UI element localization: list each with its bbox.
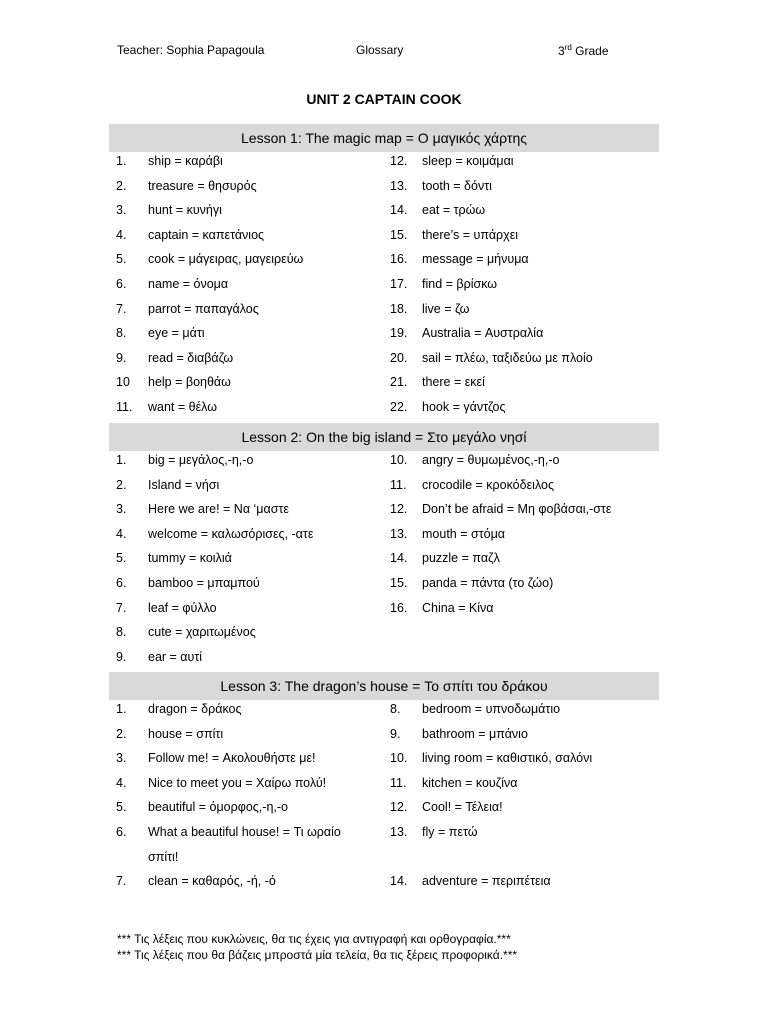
vocab-number: 4. (116, 775, 127, 790)
vocab-item (0, 746, 768, 770)
vocab-number: 12. (390, 502, 408, 517)
vocab-item (0, 820, 768, 844)
vocab-text: kitchen = κουζίνα (422, 775, 518, 790)
lesson-1-title: Lesson 1: The magic map = Ο μαγικός χάρτης (109, 124, 659, 152)
vocab-number: 10. (390, 453, 408, 467)
vocab-number: 3. (116, 203, 127, 218)
vocab-text: bedroom = υπνοδωμάτιο (422, 702, 561, 716)
vocab-text: puzzle = παζλ (422, 551, 500, 566)
vocab-number: 7. (116, 600, 127, 615)
vocab-text: welcome = καλωσόρισες, -ατε (148, 526, 314, 541)
vocab-text: captain = καπετάνιος (148, 227, 265, 242)
vocab-text: sleep = κοιμάμαι (422, 154, 514, 168)
vocab-item (0, 546, 768, 570)
vocab-text: living room = καθιστικό, σαλόνι (422, 751, 593, 766)
header-teacher: Teacher: Sophia Papagoula (117, 43, 265, 57)
grade-number: 3 (558, 44, 565, 58)
vocab-text: name = όνομα (148, 277, 229, 291)
vocab-number: 7. (116, 874, 127, 889)
vocab-text: sail = πλέω, ταξιδεύω με πλοίο (422, 350, 593, 365)
vocab-item (0, 321, 768, 345)
vocab-number: 5. (116, 551, 127, 566)
vocab-text: dragon = δράκος (148, 702, 242, 716)
vocab-text: Here we are! = Να ‘μαστε (148, 502, 289, 517)
vocab-text: China = Κίνα (422, 600, 494, 615)
vocab-number: 13. (390, 178, 408, 193)
vocab-number: 8. (116, 326, 127, 341)
vocab-item (0, 771, 768, 795)
vocab-number: 8. (116, 625, 127, 640)
vocab-number: 17. (390, 277, 408, 291)
header-glossary: Glossary (356, 43, 404, 57)
note-line-2: *** Τις λέξεις που θα βάζεις μπροστά μία τελεία, θα τις ξέρεις προφορικά.*** (117, 948, 518, 962)
vocab-text: crocodile = κροκόδειλος (422, 477, 554, 492)
vocab-text: help = βοηθάω (148, 375, 231, 390)
vocab-text: eye = μάτι (148, 326, 205, 341)
vocab-number: 14. (390, 874, 408, 889)
vocab-number: 14. (390, 203, 408, 218)
vocab-item (0, 795, 768, 819)
vocab-number: 12. (390, 800, 408, 815)
vocab-item (0, 297, 768, 321)
lesson-2-title: Lesson 2: On the big island = Στο μεγάλο νησί (109, 423, 659, 451)
vocab-number: 10. (390, 751, 408, 766)
vocab-text: beautiful = όμορφος,-η,-ο (148, 800, 288, 815)
vocab-text: tooth = δόντι (422, 178, 492, 193)
vocab-item (0, 149, 768, 173)
vocab-item (0, 722, 768, 746)
vocab-number: 13. (390, 825, 408, 839)
vocab-item (0, 596, 768, 620)
vocab-item (0, 370, 768, 394)
vocab-text: ear = αυτί (148, 649, 203, 664)
vocab-text: fly = πετώ (422, 825, 478, 839)
vocab-text: cute = χαριτωμένος (148, 625, 256, 640)
vocab-number: 16. (390, 252, 408, 267)
vocab-text: Don’t be afraid = Μη φοβάσαι,-στε (422, 502, 612, 517)
vocab-text: ship = καράβι (148, 154, 223, 168)
vocab-text: Island = νήσι (148, 477, 220, 492)
note-line-1: *** Τις λέξεις που κυκλώνεις, θα τις έχεις για αντιγραφή και ορθογραφία.*** (117, 932, 511, 946)
vocab-item (0, 395, 768, 419)
vocab-number: 12. (390, 154, 408, 168)
vocab-item (0, 174, 768, 198)
vocab-item (0, 845, 768, 869)
vocab-text: cook = μάγειρας, μαγειρεύω (148, 252, 304, 267)
vocab-text: read = διαβάζω (148, 350, 234, 365)
vocab-number: 20. (390, 350, 408, 365)
lesson-3-title: Lesson 3: The dragon’s house = Το σπίτι του δράκου (109, 672, 659, 700)
vocab-number: 18. (390, 301, 408, 316)
header-grade (558, 43, 609, 58)
vocab-number: 2. (116, 178, 127, 193)
vocab-text: live = ζω (422, 301, 470, 316)
vocab-text: adventure = περιπέτεια (422, 874, 551, 889)
vocab-number: 4. (116, 227, 127, 242)
vocab-text: message = μήνυμα (422, 252, 529, 267)
vocab-item (0, 571, 768, 595)
vocab-text: tummy = κοιλιά (148, 551, 232, 566)
vocab-number: 5. (116, 252, 127, 267)
vocab-item (0, 473, 768, 497)
vocab-item (0, 448, 768, 472)
vocab-number: 16. (390, 600, 408, 615)
unit-title: UNIT 2 CAPTAIN COOK (306, 91, 462, 107)
vocab-number: 22. (390, 400, 408, 414)
vocab-item (0, 223, 768, 247)
vocab-number: 11. (116, 400, 133, 414)
vocab-text: bamboo = μπαμπού (148, 576, 260, 590)
vocab-number: 13. (390, 526, 408, 541)
vocab-text: hook = γάντζος (422, 400, 506, 414)
vocab-number: 14. (390, 551, 408, 566)
vocab-text: house = σπίτι (148, 726, 224, 741)
vocab-text: find = βρίσκω (422, 277, 498, 291)
vocab-number: 2. (116, 726, 127, 741)
vocab-item (0, 697, 768, 721)
vocab-number: 15. (390, 576, 408, 590)
vocab-number: 11. (390, 775, 407, 790)
vocab-number: 10 (116, 375, 130, 390)
vocab-text: angry = θυμωμένος,-η,-ο (422, 453, 560, 467)
vocab-number: 1. (116, 702, 127, 716)
vocab-item (0, 247, 768, 271)
vocab-number: 19. (390, 326, 408, 341)
vocab-text: leaf = φύλλο (148, 600, 217, 615)
vocab-item (0, 497, 768, 521)
vocab-number: 9. (116, 350, 127, 365)
vocab-text: want = θέλω (148, 400, 217, 414)
vocab-text: treasure = θησυρός (148, 178, 257, 193)
vocab-number: 3. (116, 751, 127, 766)
vocab-number: 11. (390, 477, 407, 492)
vocab-number: 1. (116, 154, 127, 168)
vocab-number: 1. (116, 453, 127, 467)
vocab-text: parrot = παπαγάλος (148, 301, 259, 316)
vocab-text: σπίτι! (148, 849, 179, 864)
vocab-number: 8. (390, 702, 401, 716)
vocab-number: 21. (390, 375, 408, 390)
vocab-text: Cool! = Τέλεια! (422, 800, 503, 815)
vocab-number: 15. (390, 227, 408, 242)
vocab-number: 2. (116, 477, 127, 492)
vocab-text: eat = τρώω (422, 203, 486, 218)
vocab-number: 6. (116, 277, 127, 291)
vocab-item (0, 522, 768, 546)
vocab-number: 4. (116, 526, 127, 541)
vocab-number: 3. (116, 502, 127, 517)
vocab-number: 5. (116, 800, 127, 815)
vocab-text: big = μεγάλος,-η,-ο (148, 453, 254, 467)
vocab-text: bathroom = μπάνιο (422, 726, 528, 741)
vocab-text: there = εκεί (422, 375, 485, 390)
vocab-number: 7. (116, 301, 127, 316)
vocab-number: 9. (116, 649, 127, 664)
vocab-text: Australia = Αυστραλία (422, 326, 544, 341)
vocab-item (0, 272, 768, 296)
vocab-number: 6. (116, 825, 127, 839)
vocab-text: What a beautiful house! = Τι ωραίο (148, 825, 341, 839)
grade-word: Grade (575, 44, 609, 58)
vocab-text: panda = πάντα (το ζώο) (422, 576, 554, 590)
grade-suffix: rd (564, 43, 572, 52)
vocab-text: there’s = υπάρχει (422, 227, 519, 242)
vocab-number: 6. (116, 576, 127, 590)
vocab-text: hunt = κυνήγι (148, 203, 222, 218)
vocab-number: 9. (390, 726, 401, 741)
vocab-item (0, 346, 768, 370)
vocab-text: Follow me! = Ακολουθήστε με! (148, 751, 316, 766)
vocab-text: mouth = στόμα (422, 526, 506, 541)
vocab-item (0, 645, 768, 669)
vocab-item (0, 620, 768, 644)
vocab-text: Nice to meet you = Χαίρω πολύ! (148, 775, 327, 790)
vocab-item (0, 869, 768, 893)
vocab-item (0, 198, 768, 222)
vocab-text: clean = καθαρός, -ή, -ό (148, 874, 276, 889)
